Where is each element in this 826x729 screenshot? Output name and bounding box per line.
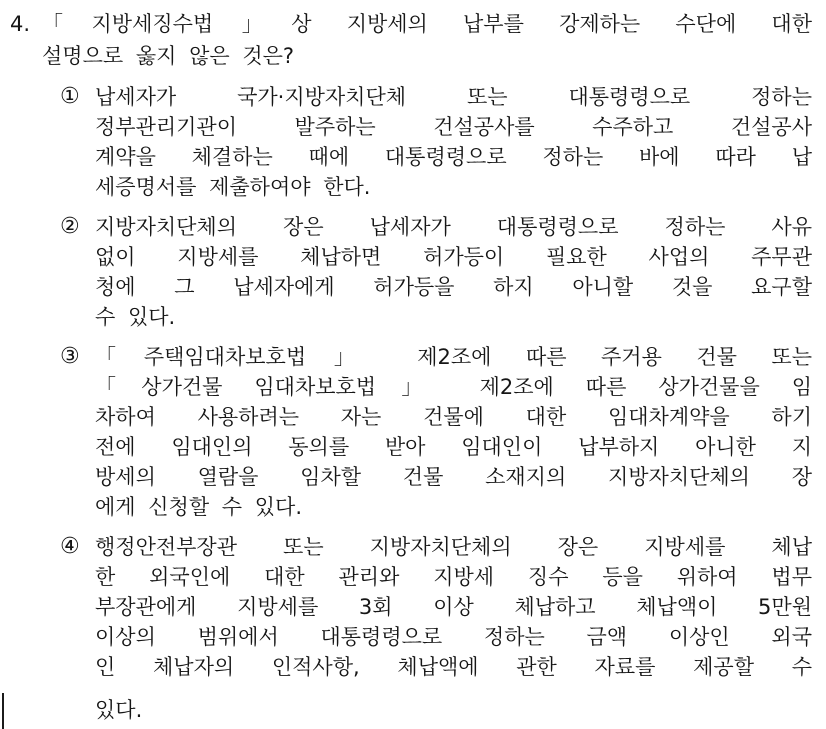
option-text-line: 수 있다. xyxy=(95,305,176,329)
option-1-body xyxy=(95,82,812,202)
question-text-line: 설명으로 옳지 않은 것은? xyxy=(42,44,295,68)
option-text-line: 「상가건물 임대차보호법」 제2조에 따른 상가건물을 임 xyxy=(95,375,812,399)
question-text xyxy=(42,8,812,72)
option-text-line: 납세자가 국가·지방자치단체 또는 대통령령으로 정하는 xyxy=(95,85,812,109)
option-text-line: 계약을 체결하는 때에 대통령령으로 정하는 바에 따라 납 xyxy=(95,145,812,169)
option-text-line: 차하여 사용하려는 자는 건물에 대한 임대차계약을 하기 xyxy=(95,405,812,429)
option-text-line: 부장관에게 지방세를 3회 이상 체납하고 체납액이 5만원 xyxy=(95,595,812,619)
option-1-marker: ① xyxy=(60,84,80,109)
option-text-line: 정부관리기관이 발주하는 건설공사를 수주하고 건설공사 xyxy=(95,115,812,139)
option-text-line: 없이 지방세를 체납하면 허가등이 필요한 사업의 주무관 xyxy=(95,245,812,269)
option-text-line: 세증명서를 제출하여야 한다. xyxy=(95,175,371,199)
option-1-text xyxy=(95,82,812,202)
option-4-tail-line: 있다. xyxy=(95,698,143,722)
option-4-marker: ④ xyxy=(60,534,80,559)
option-text-line: 인 체납자의 인적사항, 체납액에 관한 자료를 제공할 수 xyxy=(95,655,812,679)
option-3-text xyxy=(95,342,812,522)
option-4 xyxy=(0,532,826,725)
option-3 xyxy=(0,342,826,522)
question xyxy=(0,8,826,72)
question-number: 4. xyxy=(10,12,31,36)
option-4-body xyxy=(95,532,812,725)
option-text-line: 전에 임대인의 동의를 받아 임대인이 납부하지 아니한 지 xyxy=(95,435,812,459)
option-text-line: 행정안전부장관 또는 지방자치단체의 장은 지방세를 체납 xyxy=(95,535,812,559)
option-2-marker: ② xyxy=(60,214,80,239)
option-4-text xyxy=(95,532,812,682)
option-2-body xyxy=(95,212,812,332)
question-text-line: 「지방세징수법」상 지방세의 납부를 강제하는 수단에 대한 xyxy=(42,12,812,36)
option-text-line: 에게 신청할 수 있다. xyxy=(95,495,302,519)
option-text-line: 「주택임대차보호법」 제2조에 따른 주거용 건물 또는 xyxy=(95,345,812,369)
option-text-line: 방세의 열람을 임차할 건물 소재지의 지방자치단체의 장 xyxy=(95,465,812,489)
option-2 xyxy=(0,212,826,332)
page-edge-scan-mark xyxy=(2,693,4,729)
option-3-marker: ③ xyxy=(60,344,80,369)
option-text-line: 이상의 범위에서 대통령령으로 정하는 금액 이상인 외국 xyxy=(95,625,812,649)
option-text-line: 지방자치단체의 장은 납세자가 대통령령으로 정하는 사유 xyxy=(95,215,812,239)
option-3-body xyxy=(95,342,812,522)
option-2-text xyxy=(95,212,812,332)
option-1 xyxy=(0,82,826,202)
option-text-line: 청에 그 납세자에게 허가등을 하지 아니할 것을 요구할 xyxy=(95,275,812,299)
option-text-line: 한 외국인에 대한 관리와 지방세 징수 등을 위하여 법무 xyxy=(95,565,812,589)
